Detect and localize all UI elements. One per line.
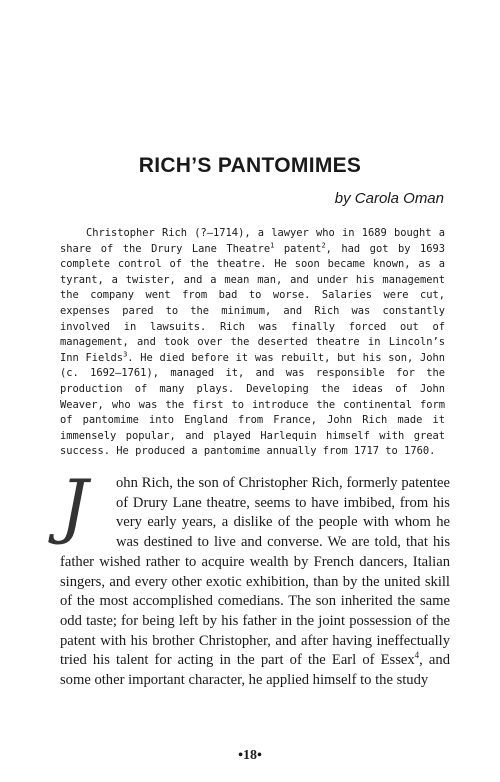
page-number: •18• — [238, 748, 262, 763]
intro-text-3: , had got by 1693 complete control of the theatre. He soon became known, as a tyrant, a twister, and a mean man, and under his management the company went from bad to worse. Salaries were cut, expenses pared to the minimum, and Rich was constantly involved in lawsuits. Rich was finally forced out of management, and took over the deserted theatre in Lincoln’s Inn Fields — [60, 242, 445, 364]
body-text-2: , and some other important character, he applied himself to the study — [60, 652, 450, 689]
intro-text-2: patent — [274, 242, 322, 255]
article-title: RICH’S PANTOMIMES — [138, 154, 362, 178]
footnote-ref-1: 1 — [270, 241, 275, 250]
intro-paragraph — [60, 226, 445, 460]
footnote-ref-4: 4 — [414, 650, 420, 661]
intro-text-1: Christopher Rich (?–1714), a lawyer who in 1689 bought a share of the Drury Lane Theatre — [60, 227, 445, 255]
author-byline: by Carola Oman — [334, 190, 444, 207]
footnote-ref-3: 3 — [123, 350, 128, 359]
drop-cap: J — [60, 465, 89, 547]
intro-text-4: . He died before it was rebuilt, but his son, John (c. 1692–1761), managed it, and was responsible for the production of many plays. Developing the ideas of John Weaver, who was the first to introduce the continental form of pantomime into England from France, John Rich made it immensely popular, and played Harlequin himself with great success. He produced a pantomime annually from 1717 to 1760. — [60, 351, 445, 458]
body-text-1: ohn Rich, the son of Christopher Rich, formerly patentee of Drury Lane theatre, seems to have imbibed, from his very early years, a dislike of the people with whom he was destined to live and converse. We are told, that his father wished rather to acquire wealth by French dancers, Italian singers, and every other exotic exhibition, than by the united skill of the most accomplished comedians. The son inherited the same odd taste; for being left by his father in the joint possession of the patent with his brother Christopher, and after having ineffectually tried his talent for acting in the part of the Earl of Essex — [60, 475, 450, 669]
footnote-ref-2: 2 — [321, 241, 326, 250]
body-paragraph — [60, 465, 450, 691]
